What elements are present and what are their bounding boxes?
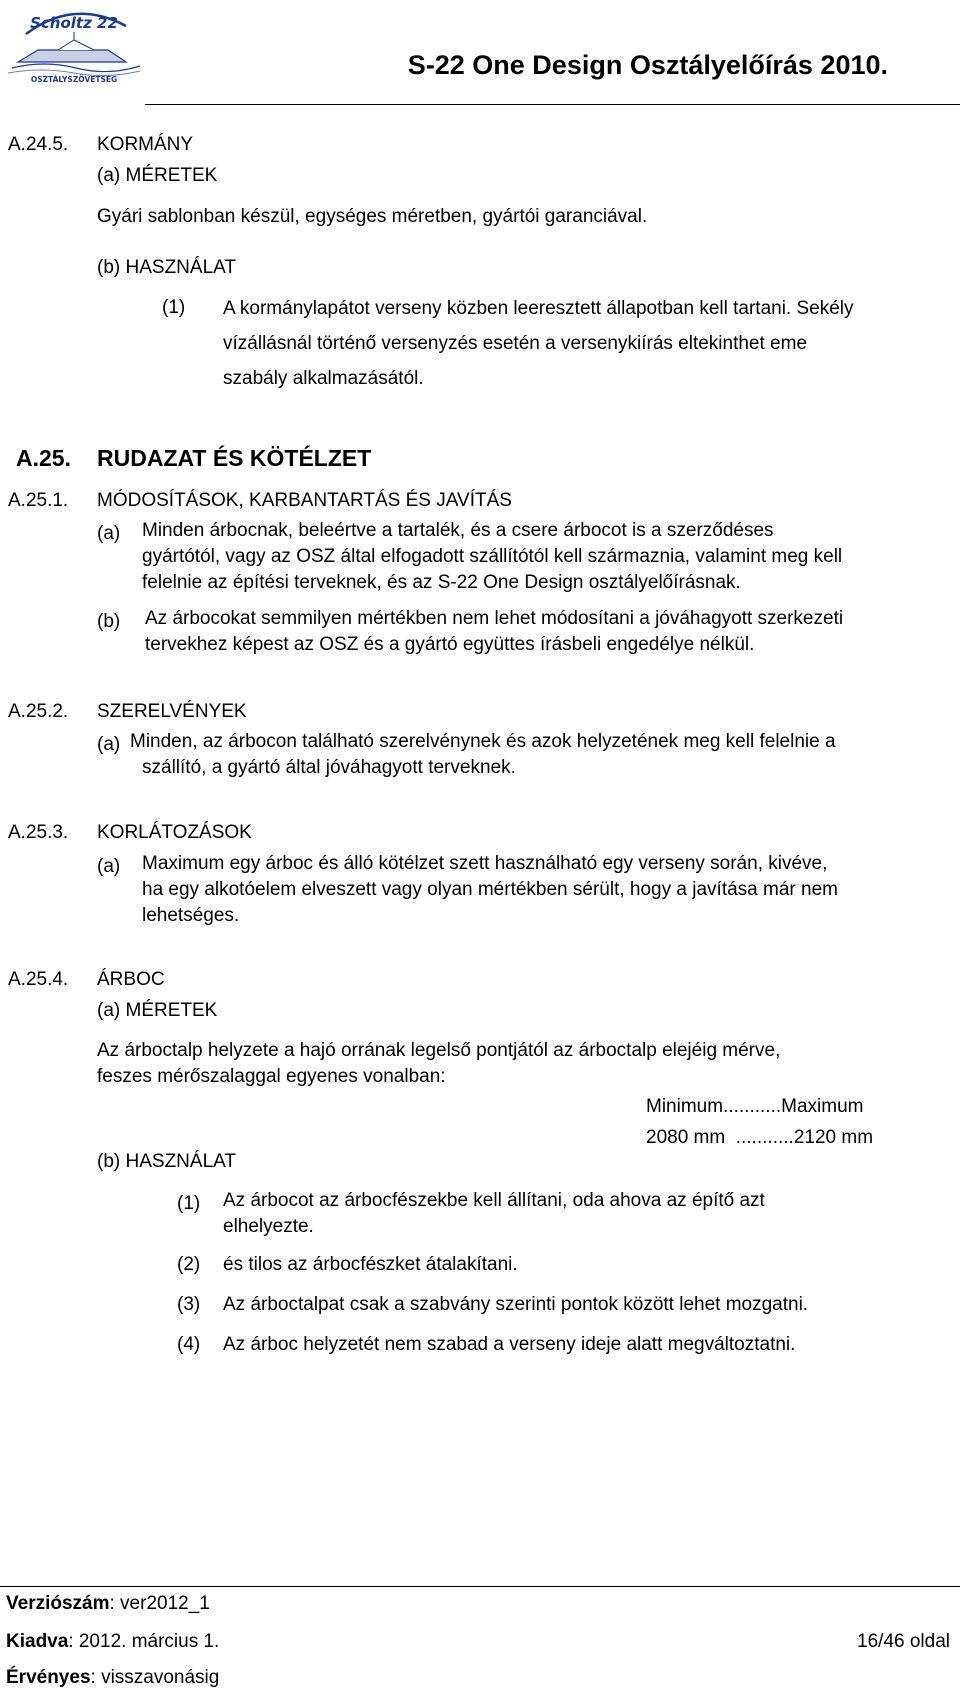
section-number: A.25.3. (8, 822, 69, 843)
chapter-title: RUDAZAT ÉS KÖTÉLZET (97, 445, 372, 471)
item-text: Az árbocot az árbocfészekbe kell állítani, oda ahova az építő azt elhelyezte. (223, 1190, 765, 1237)
issue-line: Kiadva: 2012. március 1. (6, 1631, 220, 1652)
version-line: Verziószám: ver2012_1 (6, 1593, 210, 1614)
section-number: A.25.4. (8, 969, 69, 990)
section-number: A.24.5. (8, 134, 69, 155)
logo-subtext: OSZTÁLYSZÖVETSÉG (30, 75, 118, 84)
validity-line: Érvényes: visszavonásig (6, 1667, 220, 1688)
section-title: KORLÁTOZÁSOK (97, 822, 252, 843)
item-text: és tilos az árbocfészket átalakítani. (223, 1254, 518, 1275)
item-number: (3) (177, 1294, 201, 1315)
chapter-number: A.25. (16, 445, 71, 471)
item-text: Az árboc helyzetét nem szabad a verseny ideje alatt megváltoztatni. (223, 1334, 796, 1355)
item-text: A kormánylapátot verseny közben leeresztett állapotban kell tartani. Sekély vízállásnál történő versenyzés esetén a versenykiírás eltekinthet eme szabály alkalmazásától. (223, 298, 854, 389)
item-text: Az árboctalpat csak a szabvány szerinti pontok között lehet mozgatni. (223, 1294, 809, 1315)
subsection-label: (a) MÉRETEK (97, 165, 218, 186)
item-number: (a) (97, 734, 121, 755)
header-rule (145, 104, 960, 105)
item-text: Maximum egy árboc és álló kötélzet szett használható egy verseny során, kivéve, ha egy alkotóelem elveszett vagy olyan mértékben sérült, hogy a javítása már nem lehetséges. (142, 853, 838, 926)
min-max-header: Minimum...........Maximum (646, 1096, 864, 1117)
section-title: KORMÁNY (97, 134, 194, 155)
section-title: SZERELVÉNYEK (97, 701, 247, 722)
paragraph: Az árboctalp helyzete a hajó orrának legelső pontjától az árboctalp elejéig mérve, feszes mérőszalaggal egyenes vonalban: (97, 1040, 781, 1087)
section-title: ÁRBOC (97, 969, 165, 990)
min-max-values: 2080 mm ...........2120 mm (646, 1127, 874, 1148)
item-number: (a) (97, 523, 121, 544)
logo-text: Scholtz 22 (30, 14, 118, 32)
item-text: Az árbocokat semmilyen mértékben nem lehet módosítani a jóváhagyott szerkezeti tervekhez képest az OSZ és a gyártó együttes írásbeli engedélye nélkül. (145, 608, 844, 655)
document-title: S-22 One Design Osztályelőírás 2010. (407, 50, 888, 80)
footer-rule (0, 1586, 960, 1587)
item-number: (b) (97, 611, 121, 632)
subsection-label: (b) HASZNÁLAT (97, 1151, 237, 1172)
subsection-label: (b) HASZNÁLAT (97, 257, 237, 278)
subsection-label: (a) MÉRETEK (97, 1000, 218, 1021)
scholtz-22-logo (4, 4, 144, 84)
item-number: (4) (177, 1334, 201, 1355)
item-number: (1) (162, 297, 186, 318)
page-number: 16/46 oldal (857, 1631, 950, 1652)
paragraph: Gyári sablonban készül, egységes méretben, gyártói garanciával. (97, 206, 648, 227)
section-number: A.25.1. (8, 490, 69, 511)
section-title: MÓDOSÍTÁSOK, KARBANTARTÁS ÉS JAVÍTÁS (97, 490, 512, 511)
item-number: (1) (177, 1193, 201, 1214)
item-text: Minden árbocnak, beleértve a tartalék, és a csere árbocot is a szerződéses gyártótól, vagy az OSZ által elfogadott szállítótól kell származnia, valamint meg kell felelnie az építési terveknek, és az S-22 One Design osztályelőírásnak. (142, 520, 843, 593)
item-number: (2) (177, 1254, 201, 1275)
section-number: A.25.2. (8, 701, 69, 722)
item-text: Minden, az árbocon található szerelvénynek és azok helyzetének meg kell felelnie a szállító, a gyártó által jóváhagyott terveknek. (130, 731, 836, 778)
item-number: (a) (97, 856, 121, 877)
